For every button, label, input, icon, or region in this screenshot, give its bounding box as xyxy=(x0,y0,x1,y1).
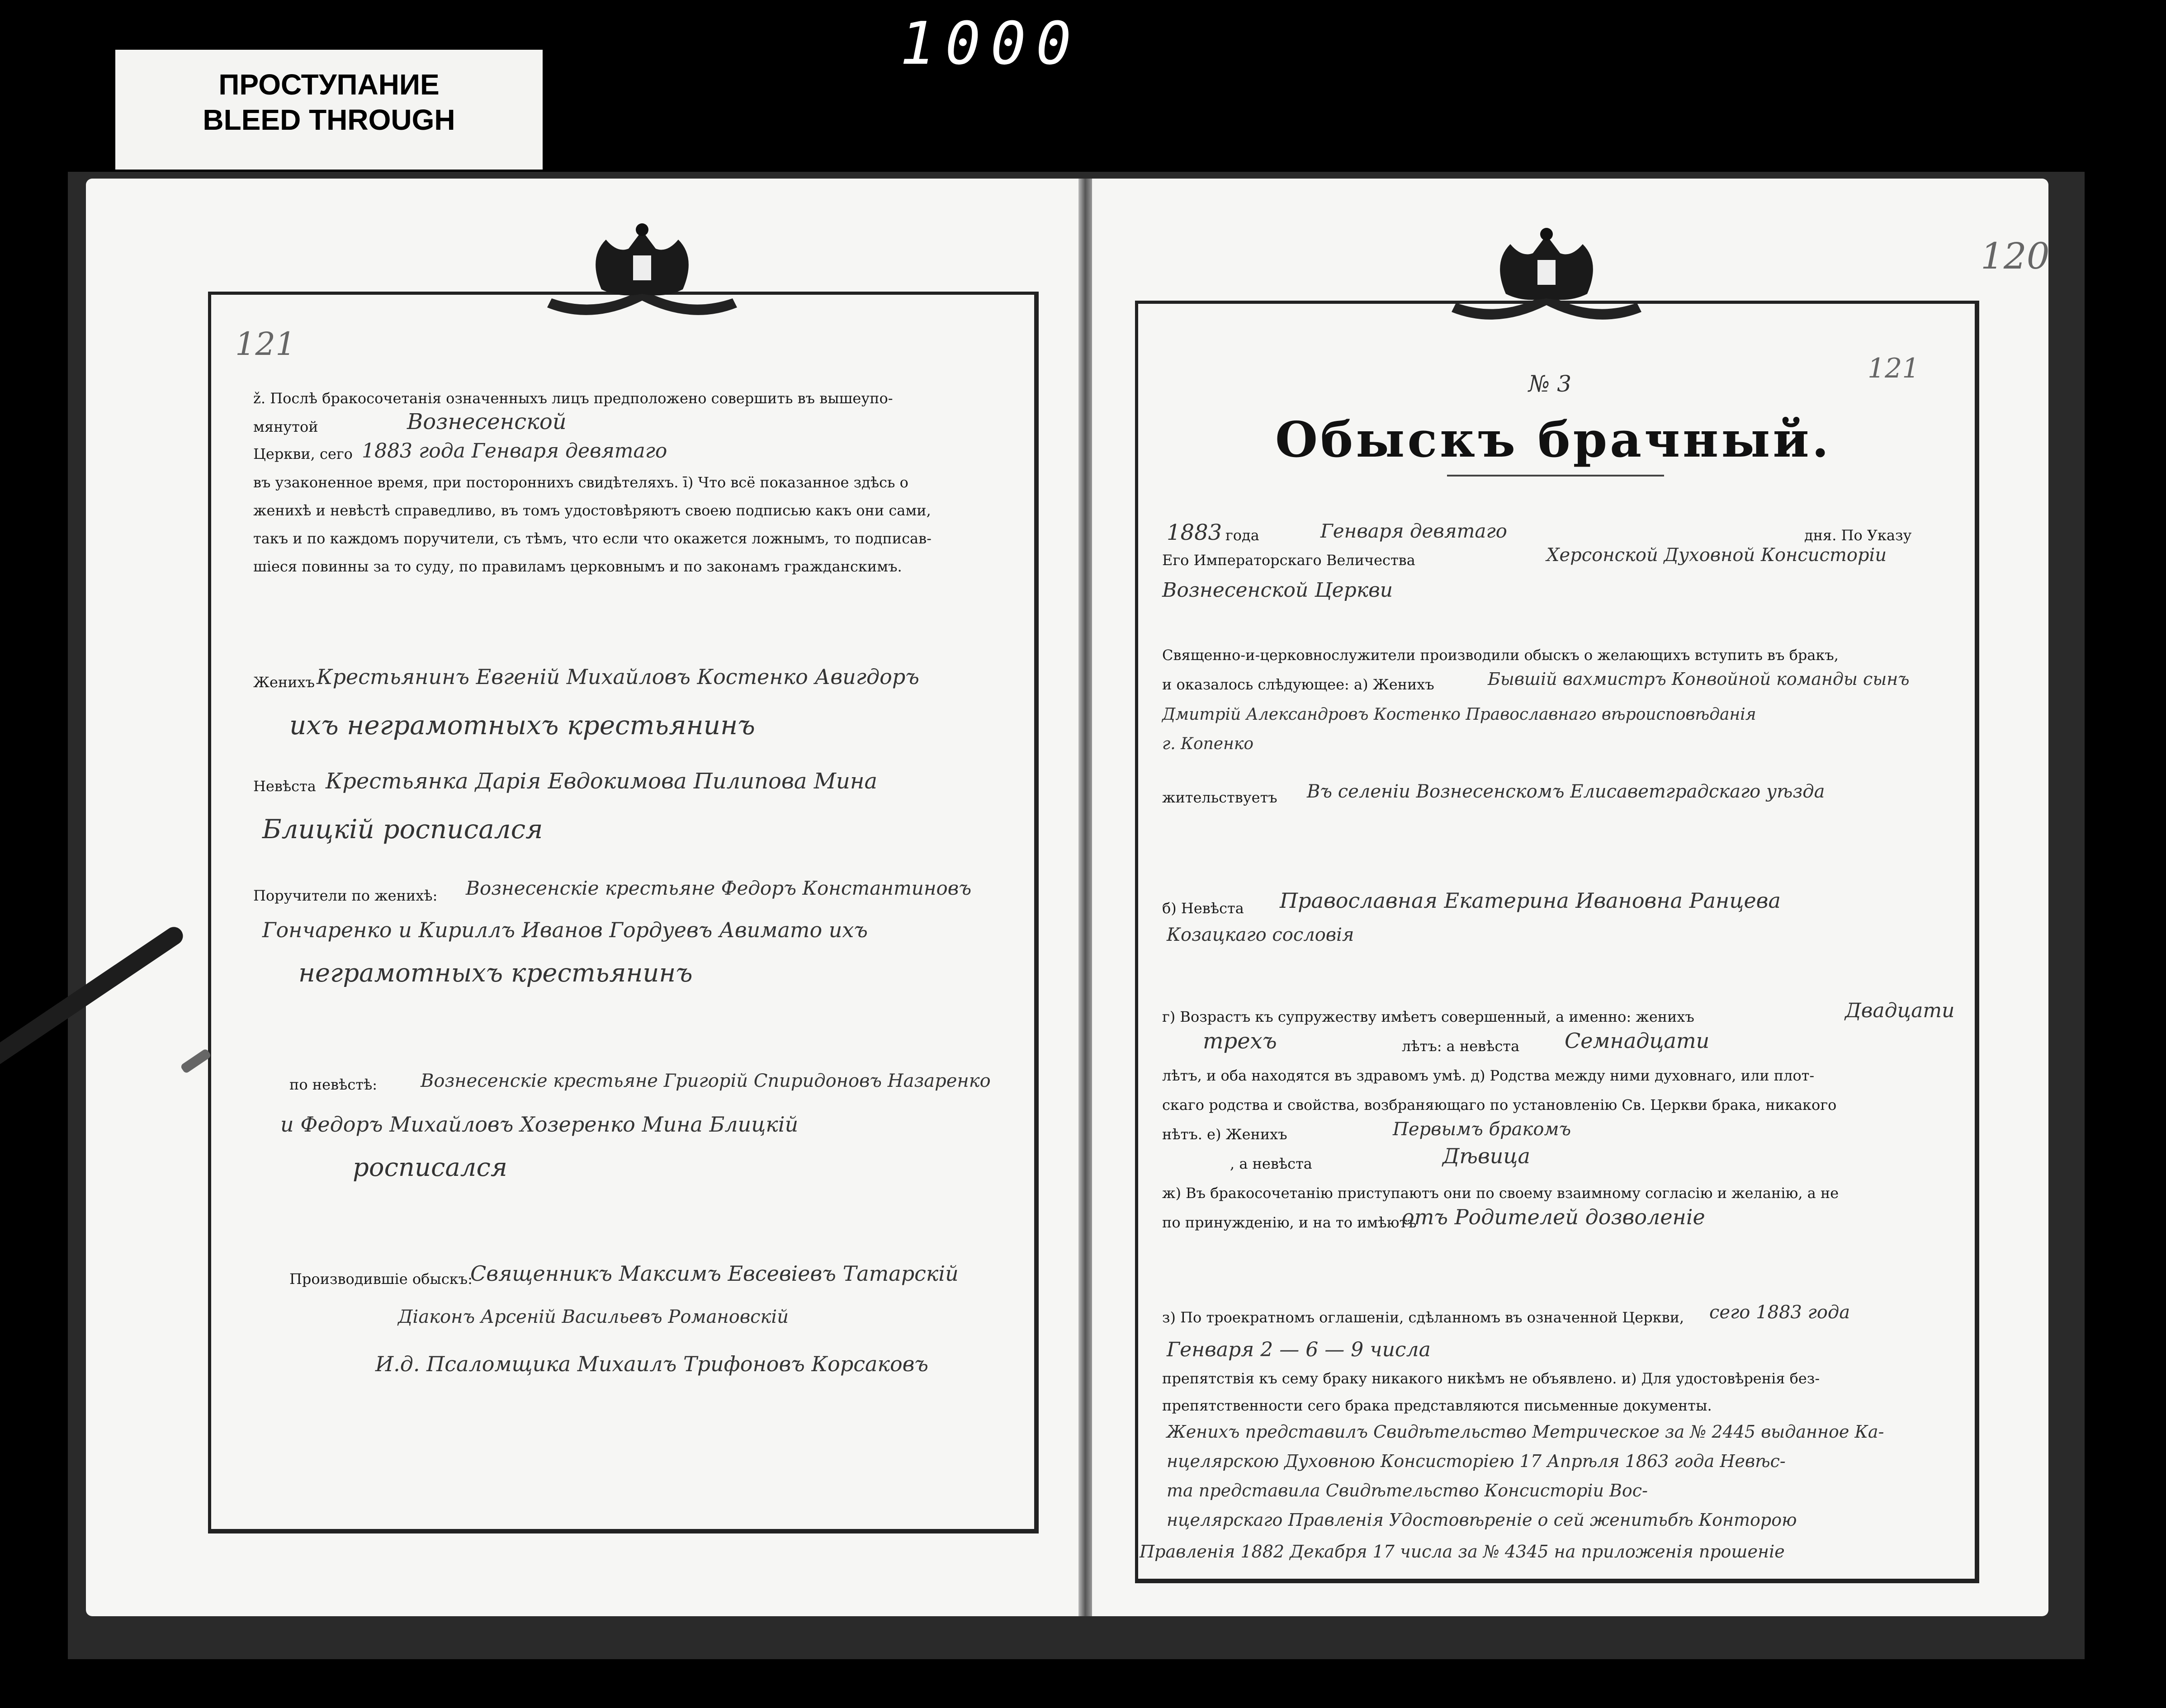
book-gutter xyxy=(1078,179,1092,1616)
age-clause-line1: г) Возрастъ къ супружеству имѣетъ совершенный, а именно: женихъ xyxy=(1162,1008,1694,1025)
residence-entry: Въ селеніи Вознесенскомъ Елисаветградскаго уѣзда xyxy=(1307,781,1825,802)
groom-age-cont: трехъ xyxy=(1203,1029,1277,1054)
age-clause-line3: лѣтъ, и оба находятся въ здравомъ умѣ. д) Родства между ними духовнаго, или плот- xyxy=(1162,1067,1815,1084)
groom-guarantors-line3: неграмотныхъ крестьянинъ xyxy=(298,958,693,988)
examiner-priest: Священникъ Максимъ Евсевіевъ Татарскій xyxy=(470,1261,959,1286)
record-number: № 3 xyxy=(1528,371,1572,397)
groom-guarantors-line1: Вознесенскіе крестьяне Федоръ Константиновъ xyxy=(466,877,972,899)
bride-guarantors-label: по невѣстѣ: xyxy=(289,1076,378,1093)
right-groom-line2: Дмитрій Александровъ Костенко Православнаго вѣроисповѣданія xyxy=(1162,705,1756,724)
banns-dates: Генваря 2 — 6 — 9 числа xyxy=(1167,1338,1431,1361)
left-date: 1883 года Генваря девятаго xyxy=(362,439,667,462)
documents-line2: нцелярскою Духовною Консисторіею 17 Апрѣля 1863 года Невѣс- xyxy=(1167,1451,1786,1471)
banns-clause-line2: препятствія къ сему браку никакого никѣмъ не объявлено. и) Для удостовѣренія без- xyxy=(1162,1370,1820,1387)
bride-guarantors-line3: росписался xyxy=(353,1153,507,1182)
clause-4-line6: такъ и по каждомъ поручители, съ тѣмъ, что если что окажется ложнымъ, то подписав- xyxy=(253,530,932,547)
page-title: Обыскъ брачный. xyxy=(1275,411,1832,468)
right-page-number-top: 120 xyxy=(1981,235,2050,277)
clause-4-line4: въ узаконенное время, при постороннихъ свидѣтеляхъ. ī) Что всё показанное здѣсь о xyxy=(253,474,908,491)
consent-clause-line1: ж) Въ бракосочетанію приступаютъ они по своему взаимному согласію и желанію, а не xyxy=(1162,1184,1839,1202)
frame-number: 1000 xyxy=(900,9,1082,78)
banns-clause-line1: з) По троекратномъ оглашеніи, сдѣланномъ въ означенной Церкви, xyxy=(1162,1309,1684,1326)
right-page-number-inner: 121 xyxy=(1868,353,1920,384)
documents-line3: та представила Свидѣтельство Консисторіи Вос- xyxy=(1167,1481,1648,1500)
bride-clause-label: б) Невѣста xyxy=(1162,900,1244,917)
groom-label: Женихъ xyxy=(253,674,315,691)
right-groom-line1: Бывшій вахмистръ Конвойной команды сынъ xyxy=(1488,669,1910,689)
clause-4-line5: женихѣ и невѣстѣ справедливо, въ томъ удостовѣряютъ своею подписью какъ они сами, xyxy=(253,502,931,519)
age-clause-line4: скаго родства и свойства, возбраняющаго по установленію Св. Церкви брака, никакого xyxy=(1162,1096,1837,1114)
consent-entry: отъ Родителей дозволеніе xyxy=(1402,1205,1705,1229)
examiners-label: Производившіе обыскъ: xyxy=(289,1270,473,1288)
documents-line4: нцелярскаго Правленія Удостовѣреніе о сей женитьбѣ Конторою xyxy=(1167,1510,1797,1530)
bride-guarantors-line1: Вознесенскіе крестьяне Григорій Спиридоновъ Назаренко xyxy=(421,1071,991,1091)
documents-line1: Женихъ представилъ Свидѣтельство Метрическое за № 2445 выданное Ка- xyxy=(1167,1422,1884,1442)
clause-4-line1: ž. Послѣ бракосочетанія означенныхъ лицъ предположено совершить въ вышеупо- xyxy=(253,390,893,407)
marital-status-bride-label: , а невѣста xyxy=(1230,1155,1312,1172)
day-label: дня. По Указу xyxy=(1804,527,1912,544)
right-church-name: Вознесенской Церкви xyxy=(1162,579,1393,602)
residence-label: жительствуетъ xyxy=(1162,789,1277,806)
bride-entry-line2: Блицкій росписался xyxy=(262,814,543,845)
right-bride-line2: Козацкаго сословія xyxy=(1167,925,1354,945)
groom-clause-label: и оказалось слѣдующее: а) Женихъ xyxy=(1162,676,1434,693)
left-imperial-eagle-icon xyxy=(538,222,746,326)
consistory-name: Херсонской Духовной Консисторіи xyxy=(1546,545,1887,566)
bride-guarantors-line2: и Федоръ Михайловъ Хозеренко Мина Блицкій xyxy=(280,1112,799,1137)
examiner-psalmist: И.д. Псаломщика Михаилъ Трифоновъ Корсаковъ xyxy=(375,1352,929,1376)
right-year: 1883 xyxy=(1167,520,1222,545)
marital-status-groom-label: нѣтъ. е) Женихъ xyxy=(1162,1126,1287,1143)
bride-age: Семнадцати xyxy=(1565,1029,1710,1053)
marital-status-bride: Дѣвица xyxy=(1442,1144,1530,1168)
bride-entry-line1: Крестьянка Дарія Евдокимова Пилипова Мина xyxy=(326,769,878,794)
right-month-day: Генваря девятаго xyxy=(1320,520,1507,542)
groom-guarantors-label: Поручители по женихѣ: xyxy=(253,887,438,904)
title-flourish xyxy=(1447,475,1664,477)
right-groom-line3: г. Копенко xyxy=(1162,735,1253,753)
clause-4-line3: Церкви, сего xyxy=(253,445,353,462)
banns-year: сего 1883 года xyxy=(1709,1302,1850,1323)
clause-4-line2: мянутой xyxy=(253,418,318,435)
left-church-name: Вознесенской xyxy=(407,409,567,434)
left-page-number: 121 xyxy=(235,326,296,363)
imperial-decree-label: Его Императорскаго Величества xyxy=(1162,552,1415,569)
banns-clause-line3: препятственности сего брака представляются письменные документы. xyxy=(1162,1397,1712,1414)
right-imperial-eagle-icon xyxy=(1442,226,1651,330)
clause-4-line7: шіеся повинны за то суду, по правиламъ церковнымъ и по законамъ гражданскимъ. xyxy=(253,558,902,575)
documents-line5: Правленія 1882 Декабря 17 числа за № 4345 на приложенія прошеніе xyxy=(1140,1542,1785,1562)
marital-status-groom: Первымъ бракомъ xyxy=(1393,1119,1571,1140)
right-bride-line1: Православная Екатерина Ивановна Ранцева xyxy=(1280,888,1781,913)
clergy-statement: Священно-и-церковнослужители производили обыскъ о желающихъ вступить въ бракъ, xyxy=(1162,646,1839,664)
examiner-deacon: Діаконъ Арсеній Васильевъ Романовскій xyxy=(398,1307,789,1327)
target-label-ru: ПРОСТУПАНИЕ xyxy=(218,68,440,101)
year-label: года xyxy=(1225,527,1259,544)
bleed-through-target xyxy=(115,50,543,170)
groom-entry-line2: ихъ неграмотныхъ крестьянинъ xyxy=(289,710,755,741)
consent-clause-line2: по принужденію, и на то имѣютъ xyxy=(1162,1214,1417,1231)
groom-entry-line1: Крестьянинъ Евгеній Михайловъ Костенко Авигдоръ xyxy=(317,665,919,689)
groom-guarantors-line2: Гончаренко и Кириллъ Иванов Гордуевъ Авимато ихъ xyxy=(262,918,868,942)
bride-label: Невѣста xyxy=(253,778,316,795)
groom-age: Двадцати xyxy=(1845,999,1955,1022)
target-label-en: BLEED THROUGH xyxy=(203,104,455,136)
age-clause-line2: лѣтъ: а невѣста xyxy=(1402,1038,1520,1055)
